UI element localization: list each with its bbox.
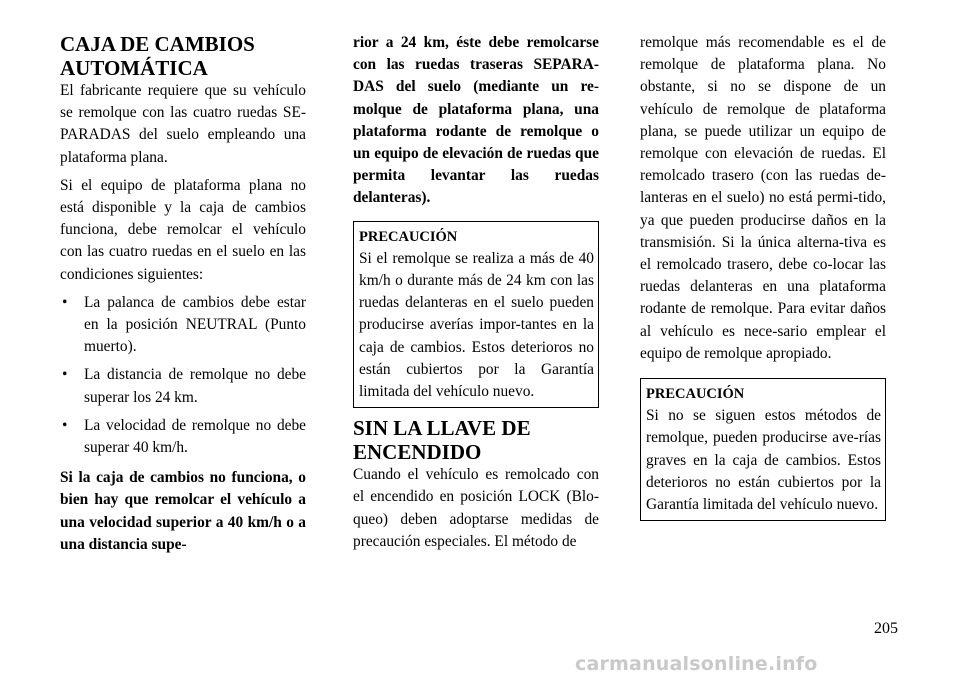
column-3 xyxy=(640,32,886,521)
paragraph: Cuando el vehículo es remolcado con el encendido en posición LOCK (Blo-queo) deben adoptarse medidas de precaución especiales. El método de xyxy=(353,466,599,550)
paragraph: El fabricante requiere que su vehículo se remolque con las cuatro ruedas SE-PARADAS del suelo empleando una plataforma plana. xyxy=(60,82,306,166)
section-heading-automatic-transmission: CAJA DE CAMBIOS AUTOMÁTICA xyxy=(60,32,255,80)
column-2 xyxy=(353,32,599,553)
list-item: • La distancia de remolque no debe superar los 24 km. xyxy=(60,364,306,408)
caution-title: PRECAUCIÓN xyxy=(646,386,745,403)
bold-paragraph: Si la caja de cambios no funciona, o bien hay que remolcar el vehículo a una velocidad superior a 40 km/h o a una distancia supe- xyxy=(60,469,306,553)
list-item: • La velocidad de remolque no debe superar 40 km/h. xyxy=(60,415,306,459)
caution-box xyxy=(353,221,599,409)
page-number: 205 xyxy=(874,620,898,637)
column-1 xyxy=(60,32,306,556)
caution-title: PRECAUCIÓN xyxy=(359,228,458,245)
caution-text: Si no se siguen estos métodos de remolque, pueden producirse ave-rías graves en la caja de cambios. Estos deterioros no están cubiertos por la Garantía limitada del vehículo nuevo. xyxy=(646,407,881,514)
bold-paragraph: rior a 24 km, éste debe remolcarse con las ruedas traseras SEPARA-DAS del suelo (mediante un re-molque de plataforma plana, una plataforma rodante de remolque o un equipo de elevación de ruedas que permita levantar las ruedas delanteras). xyxy=(353,34,599,207)
conditions-list xyxy=(60,292,306,459)
watermark: carmanualsonline.info xyxy=(575,653,818,675)
paragraph: Si el equipo de plataforma plana no está disponible y la caja de cambios funciona, debe remolcar el vehículo con las cuatro ruedas en el suelo en las condiciones siguientes: xyxy=(60,176,306,283)
list-item: • La palanca de cambios debe estar en la posición NEUTRAL (Punto muerto). xyxy=(60,292,306,359)
paragraph: remolque más recomendable es el de remolque de plataforma plana. No obstante, si no se dispone de un vehículo de remolque de plataforma plana, se puede utilizar un equipo de remolque con elevación de ruedas. El remolcado trasero (con las ruedas de-lanteras en el suelo) no está permi-tido, ya que pueden producirse daños en la transmisión. Si la única alterna-tiva es el remolcado trasero, debe co-locar las ruedas delanteras en una plataforma rodante de remolque. Para evitar daños al vehículo es nece-sario emplear el equipo de remolque apropiado. xyxy=(640,34,886,362)
caution-text: Si el remolque se realiza a más de 40 km/h o durante más de 24 km con las ruedas delanteras en el suelo pueden producirse averías impor-tantes en la caja de cambios. Estos deterioros no están cubiertos por la Garantía limitada del vehículo nuevo. xyxy=(359,249,594,401)
section-heading-no-ignition-key: SIN LA LLAVE DE ENCENDIDO xyxy=(353,416,531,465)
caution-box xyxy=(640,378,886,521)
